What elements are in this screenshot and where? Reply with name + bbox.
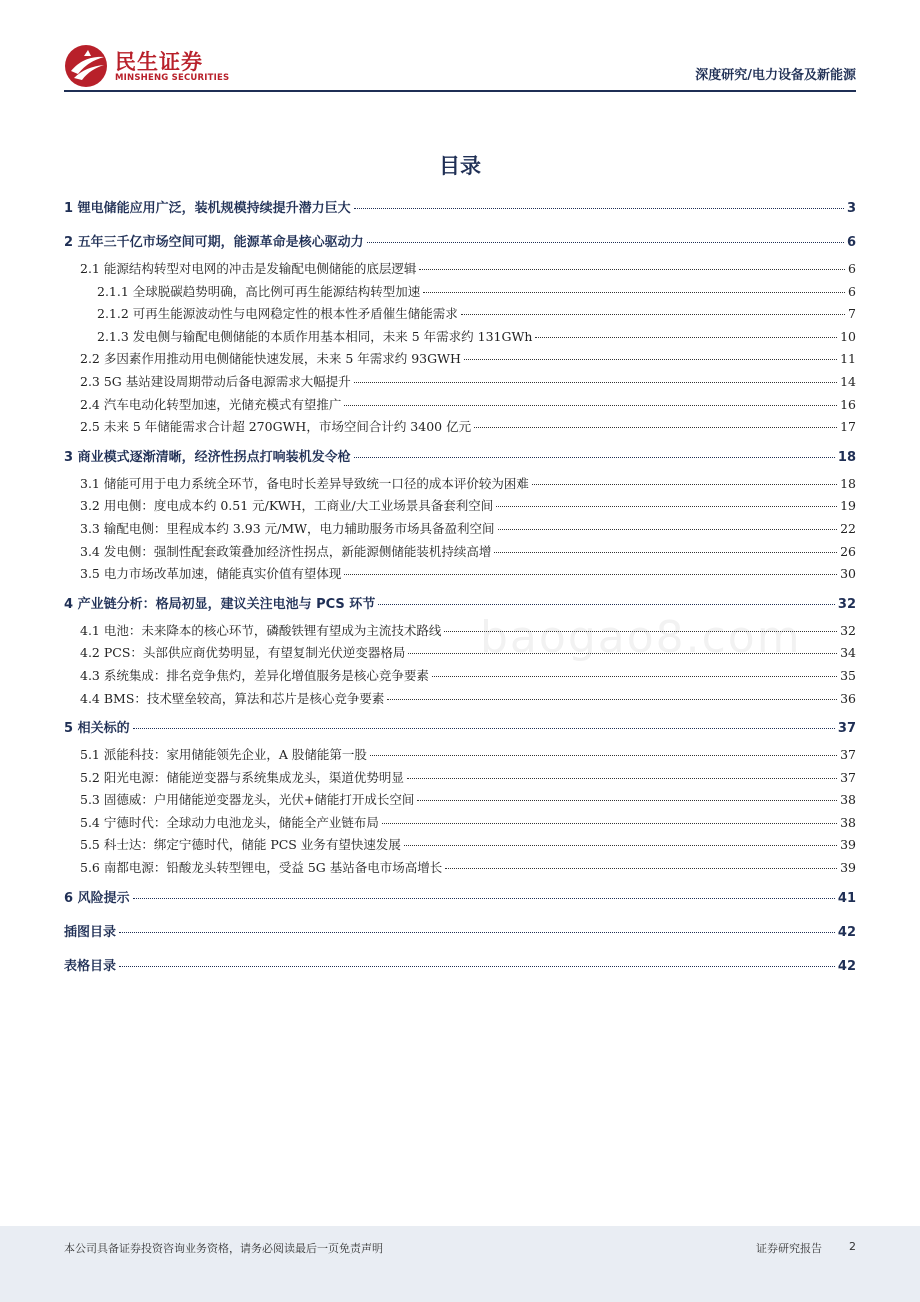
toc-entry-label: 3.1 储能可用于电力系统全环节，备电时长差异导致统一口径的成本评价较为困难 xyxy=(80,475,529,491)
toc-leader-dots xyxy=(417,800,837,801)
toc-entry-page: 3 xyxy=(846,201,856,216)
toc-entry-label: 2.1.2 可再生能源波动性与电网稳定性的根本性矛盾催生储能需求 xyxy=(97,306,458,322)
toc-entry-page: 42 xyxy=(837,924,856,940)
toc-entry-page: 26 xyxy=(840,543,856,559)
toc-leader-dots xyxy=(119,966,835,967)
toc-entry-page: 16 xyxy=(840,396,856,412)
toc-entry-label: 2.3 5G 基站建设周期带动后备电源需求大幅提升 xyxy=(80,373,351,389)
toc-leader-dots xyxy=(474,427,837,428)
toc-leader-dots xyxy=(354,382,837,383)
toc-leader-dots xyxy=(370,755,837,756)
toc-entry-level-2[interactable] xyxy=(64,473,856,496)
logo-text-en: MINSHENG SECURITIES xyxy=(115,73,230,83)
footer-report-type: 证券研究报告 xyxy=(756,1242,822,1255)
toc-entry-level-3[interactable] xyxy=(64,303,856,326)
toc-entry-label: 表格目录 xyxy=(64,958,117,974)
toc-entry-label: 4.3 系统集成：排名竞争焦灼，差异化增值服务是核心竞争要素 xyxy=(80,667,429,683)
toc-leader-dots xyxy=(445,868,837,869)
toc-leader-dots xyxy=(354,457,835,458)
toc-entry-label: 2.1.1 全球脱碳趋势明确，高比例可再生能源结构转型加速 xyxy=(97,283,421,299)
toc-leader-dots xyxy=(464,359,837,360)
toc-leader-dots xyxy=(367,242,844,243)
toc-leader-dots xyxy=(407,778,837,779)
toc-leader-dots xyxy=(387,699,837,700)
toc-entry-page: 6 xyxy=(848,283,856,299)
page-header xyxy=(0,0,920,100)
report-category: 深度研究/电力设备及新能源 xyxy=(695,68,856,83)
toc-leader-dots xyxy=(535,337,837,338)
toc-entry-page: 39 xyxy=(840,860,856,876)
toc-leader-dots xyxy=(344,405,837,406)
header-divider xyxy=(64,90,856,92)
toc-leader-dots xyxy=(133,728,835,729)
toc-leader-dots xyxy=(119,932,835,933)
toc-entry-level-2[interactable] xyxy=(64,394,856,417)
toc-entry-level-2[interactable] xyxy=(64,857,856,880)
toc-entry-level-2[interactable] xyxy=(64,744,856,767)
toc-entry-level-1[interactable] xyxy=(64,714,856,744)
toc-entry-label: 2.4 汽车电动化转型加速，光储充模式有望推广 xyxy=(80,396,342,412)
toc-entry-label: 3.3 输配电侧：里程成本约 3.93 元/MW，电力辅助服务市场具备盈利空间 xyxy=(80,520,495,536)
toc-entry-level-2[interactable] xyxy=(64,258,856,281)
minsheng-logo-icon xyxy=(64,44,108,88)
toc-entry-page: 37 xyxy=(840,747,856,763)
toc-entry-label: 4.2 PCS：头部供应商优势明显，有望复制光伏逆变器格局 xyxy=(80,645,406,661)
minsheng-logo xyxy=(64,44,234,88)
toc-entry-level-2[interactable] xyxy=(64,767,856,790)
toc-entry-label: 1 锂电储能应用广泛，装机规模持续提升潜力巨大 xyxy=(64,201,351,216)
toc-entry-level-1[interactable] xyxy=(64,918,856,948)
toc-entry-label: 5.3 固德威：户用储能逆变器龙头，光伏+储能打开成长空间 xyxy=(80,792,415,808)
toc-leader-dots xyxy=(461,314,845,315)
toc-leader-dots xyxy=(532,484,837,485)
toc-leader-dots xyxy=(404,845,837,846)
toc-entry-page: 35 xyxy=(840,667,856,683)
toc-entry-page: 6 xyxy=(846,235,856,250)
toc-entry-label: 6 风险提示 xyxy=(64,890,130,906)
toc-entry-label: 5.2 阳光电源：储能逆变器与系统集成龙头，渠道优势明显 xyxy=(80,769,404,785)
toc-entry-label: 3 商业模式逐渐清晰，经济性拐点打响装机发令枪 xyxy=(64,449,351,465)
toc-entry-page: 34 xyxy=(840,645,856,661)
toc-entry-page: 39 xyxy=(840,837,856,853)
toc-entry-page: 42 xyxy=(837,958,856,974)
toc-entry-page: 36 xyxy=(840,690,856,706)
toc-entry-level-2[interactable] xyxy=(64,518,856,541)
toc-leader-dots xyxy=(354,208,844,209)
toc-entry-page: 38 xyxy=(840,792,856,808)
toc-leader-dots xyxy=(494,552,837,553)
toc-entry-page: 32 xyxy=(837,596,856,612)
toc-entry-page: 18 xyxy=(840,475,856,491)
toc-entry-label: 5.6 南都电源：铅酸龙头转型锂电，受益 5G 基站备电市场高增长 xyxy=(80,860,443,876)
logo-text-cn: 民生证券 xyxy=(115,50,203,74)
toc-entry-level-2[interactable] xyxy=(64,688,856,711)
toc-entry-level-1[interactable] xyxy=(64,228,856,258)
toc-entry-level-2[interactable] xyxy=(64,563,856,586)
toc-entry-label: 2.1 能源结构转型对电网的冲击是发输配电侧储能的底层逻辑 xyxy=(80,261,417,276)
toc-leader-dots xyxy=(423,292,845,293)
toc-entry-label: 2.5 未来 5 年储能需求合计超 270GWH，市场空间合计约 3400 亿元 xyxy=(80,419,472,435)
toc-entry-level-3[interactable] xyxy=(64,281,856,304)
toc-entry-level-2[interactable] xyxy=(64,541,856,564)
toc-entry-level-2[interactable] xyxy=(64,416,856,439)
toc-entry-level-2[interactable] xyxy=(64,665,856,688)
page-number: 2 xyxy=(849,1240,856,1253)
toc-leader-dots xyxy=(496,506,837,507)
toc-entry-level-1[interactable] xyxy=(64,884,856,914)
toc-entry-page: 38 xyxy=(840,814,856,830)
toc-entry-label: 4.4 BMS：技术壁垒较高，算法和芯片是核心竞争要素 xyxy=(80,690,385,706)
toc-leader-dots xyxy=(432,676,837,677)
toc-entry-page: 10 xyxy=(840,328,856,344)
toc-entry-label: 2 五年三千亿市场空间可期，能源革命是核心驱动力 xyxy=(64,235,364,250)
toc-leader-dots xyxy=(419,269,845,270)
toc-entry-level-2[interactable] xyxy=(64,789,856,812)
toc-entry-page: 30 xyxy=(840,566,856,582)
toc-entry-label: 5.4 宁德时代：全球动力电池龙头，储能全产业链布局 xyxy=(80,814,379,830)
toc-entry-page: 14 xyxy=(840,373,856,389)
toc-entry-page: 18 xyxy=(837,449,856,465)
footer-disclaimer: 本公司具备证券投资咨询业务资格，请务必阅读最后一页免责声明 xyxy=(64,1242,383,1255)
toc-leader-dots xyxy=(378,604,835,605)
toc-leader-dots xyxy=(498,529,838,530)
toc-entry-label: 2.1.3 发电侧与输配电侧储能的本质作用基本相同，未来 5 年需求约 131GWh xyxy=(97,328,533,344)
toc-entry-level-2[interactable] xyxy=(64,495,856,518)
toc-entry-level-1[interactable] xyxy=(64,194,856,224)
toc-entry-page: 17 xyxy=(840,419,856,435)
toc-entry-page: 32 xyxy=(840,622,856,638)
toc-leader-dots xyxy=(133,898,835,899)
toc-entry-label: 3.4 发电侧：强制性配套政策叠加经济性拐点，新能源侧储能装机持续高增 xyxy=(80,543,492,559)
toc-entry-label: 3.5 电力市场改革加速，储能真实价值有望体现 xyxy=(80,566,342,582)
toc-entry-level-2[interactable] xyxy=(64,348,856,371)
page-footer xyxy=(0,1226,920,1302)
toc-entry-page: 37 xyxy=(840,769,856,785)
toc-entry-label: 5 相关标的 xyxy=(64,721,130,737)
toc-title: 目录 xyxy=(439,154,481,178)
toc-entry-page: 6 xyxy=(848,261,856,276)
toc-entry-page: 7 xyxy=(848,306,856,322)
toc-entry-label: 4 产业链分析：格局初显，建议关注电池与 PCS 环节 xyxy=(64,596,376,612)
toc-entry-page: 41 xyxy=(837,890,856,906)
toc-entry-level-3[interactable] xyxy=(64,326,856,349)
toc-leader-dots xyxy=(344,574,837,575)
toc-entry-page: 37 xyxy=(837,721,856,737)
toc-leader-dots xyxy=(382,823,837,824)
toc-entry-level-2[interactable] xyxy=(64,812,856,835)
toc-entry-label: 3.2 用电侧：度电成本约 0.51 元/KWH，工商业/大工业场景具备套利空间 xyxy=(80,498,494,514)
toc-entry-page: 22 xyxy=(840,520,856,536)
toc-entry-label: 5.5 科士达：绑定宁德时代，储能 PCS 业务有望快速发展 xyxy=(80,837,401,853)
toc-entry-level-2[interactable] xyxy=(64,834,856,857)
table-of-contents xyxy=(64,194,856,982)
toc-entry-level-1[interactable] xyxy=(64,952,856,982)
toc-entry-label: 4.1 电池：未来降本的核心环节，磷酸铁锂有望成为主流技术路线 xyxy=(80,622,442,638)
watermark: baogao8.com xyxy=(480,612,802,663)
toc-entry-page: 19 xyxy=(840,498,856,514)
toc-entry-page: 11 xyxy=(840,351,856,367)
toc-entry-level-1[interactable] xyxy=(64,443,856,473)
toc-entry-level-2[interactable] xyxy=(64,371,856,394)
toc-entry-label: 2.2 多因素作用推动用电侧储能快速发展，未来 5 年需求约 93GWH xyxy=(80,351,461,367)
toc-entry-label: 插图目录 xyxy=(64,924,117,940)
toc-entry-label: 5.1 派能科技：家用储能领先企业，A 股储能第一股 xyxy=(80,747,367,763)
